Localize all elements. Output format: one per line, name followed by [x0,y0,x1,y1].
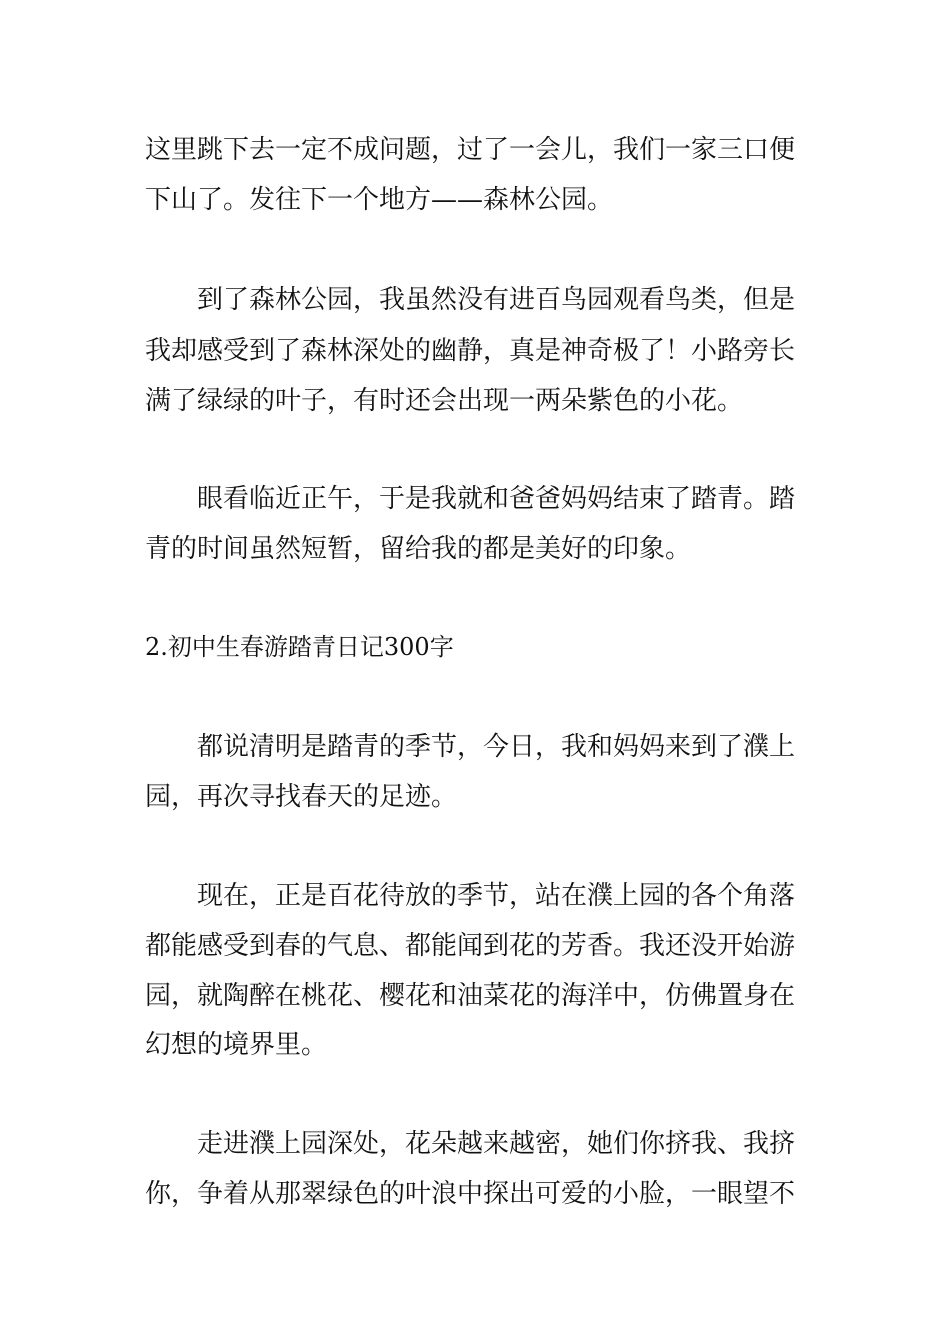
paragraph-first-line: 到了森林公园，我虽然没有进百鸟园观看鸟类，但是 [197,285,796,315]
paragraph-line: 园，就陶醉在桃花、樱花和油菜花的海洋中，仿佛置身在 [145,981,796,1011]
paragraph-line: 这里跳下去一定不成问题，过了一会儿，我们一家三口便 [145,135,796,165]
paragraph-first-line: 都说清明是踏青的季节，今日，我和妈妈来到了濮上 [197,732,796,762]
paragraph-line: 都能感受到春的气息、都能闻到花的芳香。我还没开始游 [145,931,796,961]
paragraph-first-line: 走进濮上园深处，花朵越来越密，她们你挤我、我挤 [197,1129,796,1159]
paragraph-first-line: 眼看临近正午，于是我就和爸爸妈妈结束了踏青。踏 [197,484,796,514]
paragraph-line: 幻想的境界里。 [145,1030,328,1060]
paragraph-line: 园，再次寻找春天的足迹。 [145,782,458,812]
paragraph-line: 青的时间虽然短暂，留给我的都是美好的印象。 [145,534,692,564]
paragraph-line: 你，争着从那翠绿色的叶浪中探出可爱的小脸，一眼望不 [145,1179,796,1209]
paragraph-line: 满了绿绿的叶子，有时还会出现一两朵紫色的小花。 [145,386,744,416]
section-heading: 2.初中生春游踏青日记300字 [145,633,454,661]
paragraph-first-line: 现在，正是百花待放的季节，站在濮上园的各个角落 [197,881,796,911]
paragraph-line: 我却感受到了森林深处的幽静，真是神奇极了！小路旁长 [145,336,796,366]
paragraph-line: 下山了。发往下一个地方——森林公园。 [145,185,614,215]
